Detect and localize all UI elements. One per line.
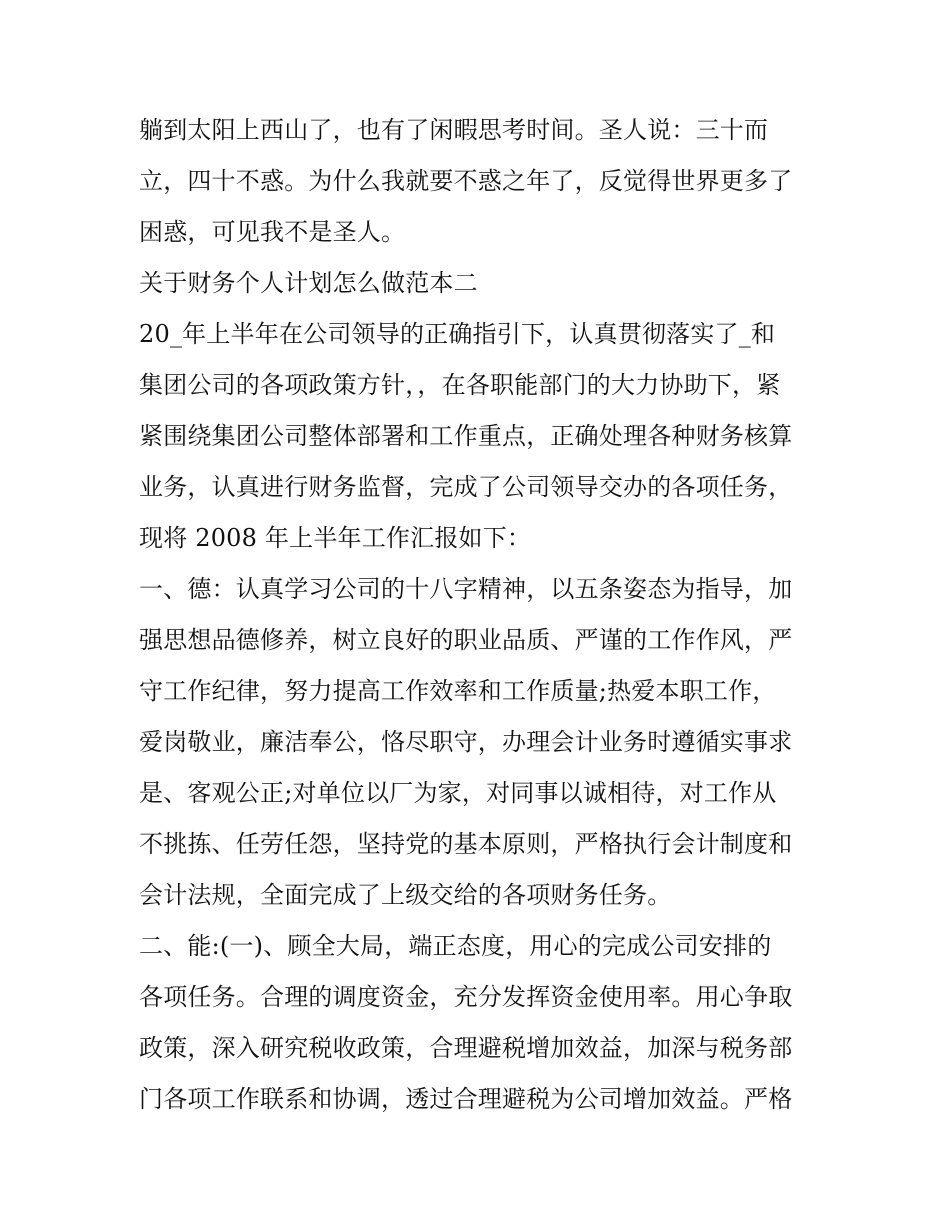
- text-line: 强思想品德修养，树立良好的职业品质、严谨的工作作风，严: [139, 626, 793, 654]
- text-line: 20_年上半年在公司领导的正确指引下，认真贯彻落实了_和: [139, 320, 776, 348]
- section-heading: 关于财务个人计划怎么做范本二: [139, 269, 478, 297]
- text-line: 不挑拣、任劳任怨，坚持党的基本原则，严格执行会计制度和: [139, 830, 793, 858]
- text-line: 困惑，可见我不是圣人。: [139, 218, 406, 246]
- text-line: 是、客观公正;对单位以厂为家，对同事以诚相待，对工作从: [139, 779, 777, 807]
- text-line: 门各项工作联系和协调，透过合理避税为公司增加效益。严格: [139, 1085, 793, 1113]
- text-line: 集团公司的各项政策方针，，在各职能部门的大力协助下，紧: [139, 371, 781, 399]
- text-line: 现将 2008 年上半年工作汇报如下：: [139, 524, 532, 552]
- text-line: 政策，深入研究税收政策，合理避税增加效益，加深与税务部: [139, 1034, 793, 1062]
- text-line: 立，四十不惑。为什么我就要不惑之年了，反觉得世界更多了: [139, 167, 793, 195]
- text-line: 会计法规，全面完成了上级交给的各项财务任务。: [139, 881, 672, 909]
- text-line: 守工作纪律，努力提高工作效率和工作质量;热爱本职工作，: [139, 677, 777, 705]
- text-line: 业务，认真进行财务监督，完成了公司领导交办的各项任务，: [139, 473, 793, 501]
- text-line: 二、能:(一)、顾全大局，端正态度，用心的完成公司安排的: [139, 932, 772, 960]
- text-line: 爱岗敬业，廉洁奉公，恪尽职守，办理会计业务时遵循实事求: [139, 728, 793, 756]
- text-line: 紧围绕集团公司整体部署和工作重点，正确处理各种财务核算: [139, 422, 793, 450]
- text-line: 躺到太阳上西山了，也有了闲暇思考时间。圣人说：三十而: [139, 116, 769, 144]
- text-line: 各项任务。合理的调度资金，充分发挥资金使用率。用心争取: [139, 983, 793, 1011]
- document-body: [139, 105, 819, 1125]
- text-line: 一、德：认真学习公司的十八字精神，以五条姿态为指导，加: [139, 575, 793, 603]
